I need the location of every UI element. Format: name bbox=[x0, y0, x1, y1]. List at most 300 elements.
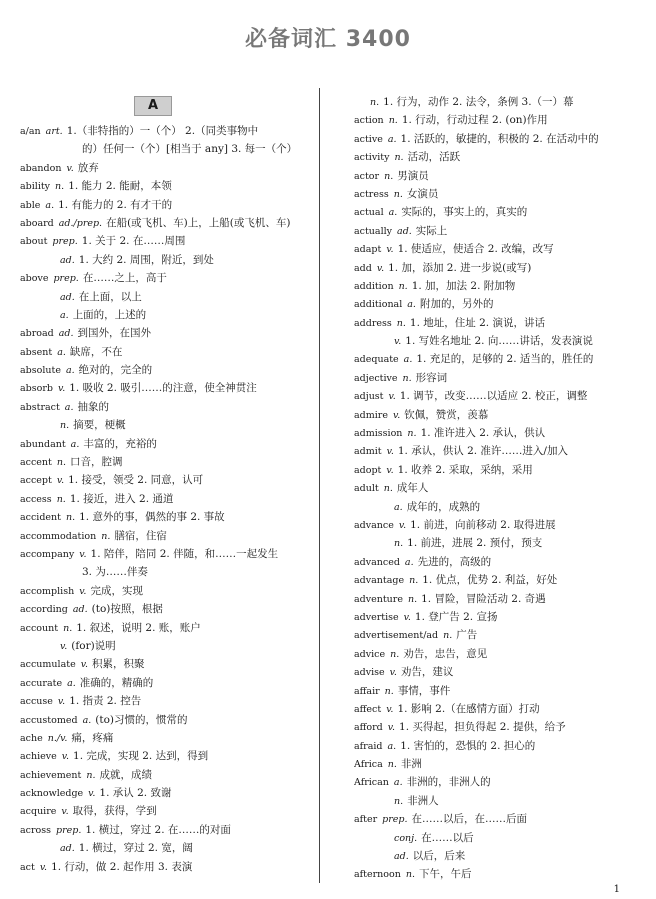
dictionary-entry-line bbox=[354, 608, 646, 626]
entry-headword: absorb bbox=[20, 383, 53, 395]
dictionary-entry-line bbox=[20, 122, 312, 140]
entry-definition: 绝对的，完全的 bbox=[78, 364, 153, 377]
entry-definition: 在……以后，在……后面 bbox=[411, 813, 528, 826]
entry-part-of-speech: v. bbox=[392, 409, 401, 421]
entry-headword: admire bbox=[354, 409, 388, 421]
dictionary-entry-line bbox=[20, 416, 312, 434]
entry-part-of-speech: ad. bbox=[397, 225, 412, 237]
entry-definition: 活动，活跃 bbox=[407, 151, 461, 164]
entry-definition: 1. 横过，穿过 2. 在……的对面 bbox=[85, 823, 231, 836]
entry-headword: affair bbox=[354, 685, 380, 697]
entry-part-of-speech: a. bbox=[60, 309, 69, 321]
entry-headword: accent bbox=[20, 457, 52, 469]
dictionary-entry-line bbox=[354, 700, 646, 718]
entry-part-of-speech: ad. bbox=[394, 851, 409, 863]
entry-headword: actor bbox=[354, 170, 380, 182]
dictionary-entry-line bbox=[354, 203, 646, 221]
entry-definition: 3. 为……伴奏 bbox=[82, 566, 148, 579]
entry-part-of-speech: n. bbox=[101, 530, 111, 542]
entry-definition: 1. 使适应，使适合 2. 改编，改写 bbox=[397, 243, 554, 256]
entry-headword: advantage bbox=[354, 575, 405, 587]
entry-headword: accept bbox=[20, 475, 52, 487]
entry-headword: acknowledge bbox=[20, 788, 84, 800]
entry-part-of-speech: n. bbox=[63, 622, 73, 634]
entry-headword: about bbox=[20, 236, 48, 248]
entry-definition: 1. 叙述，说明 2. 账，账户 bbox=[76, 621, 201, 634]
entry-headword: African bbox=[354, 777, 389, 789]
entry-headword: account bbox=[20, 622, 59, 634]
entry-definition: 1. 陪伴，陪同 2. 伴随，和……一起发生 bbox=[90, 547, 279, 560]
entry-headword: accustomed bbox=[20, 714, 78, 726]
entry-part-of-speech: v. bbox=[389, 667, 397, 679]
entry-definition: 1. 指责 2. 控告 bbox=[69, 695, 142, 708]
dictionary-entry-line bbox=[20, 508, 312, 526]
entry-part-of-speech: n. bbox=[407, 593, 418, 605]
entry-definition: 实际的，事实上的，真实的 bbox=[401, 206, 528, 219]
entry-headword: absolute bbox=[20, 365, 61, 377]
dictionary-entry-line bbox=[354, 590, 646, 608]
dictionary-entry-line bbox=[354, 645, 646, 663]
entry-definition: 1. 买得起，担负得起 2. 提供，给予 bbox=[399, 721, 566, 734]
dictionary-entry-line bbox=[354, 773, 646, 791]
entry-headword: afternoon bbox=[354, 869, 401, 881]
dictionary-entry-line bbox=[20, 379, 312, 397]
entry-part-of-speech: a. bbox=[57, 346, 66, 358]
entry-part-of-speech: n. bbox=[383, 483, 393, 495]
entry-definition: 1. 接受，领受 2. 同意，认可 bbox=[68, 474, 204, 487]
entry-part-of-speech: v. bbox=[39, 861, 48, 873]
page-number: 1 bbox=[613, 884, 620, 895]
dictionary-entry-line bbox=[354, 755, 646, 773]
entry-definition: 1. 能力 2. 能耐，本领 bbox=[68, 180, 172, 193]
dictionary-entry-line bbox=[20, 471, 312, 489]
entry-part-of-speech: n. bbox=[384, 170, 394, 182]
entry-definition: 1. 有能力的 2. 有才干的 bbox=[58, 198, 173, 211]
entry-part-of-speech: n. bbox=[387, 759, 397, 771]
dictionary-entry-line bbox=[20, 398, 312, 416]
dictionary-entry-line bbox=[20, 361, 312, 379]
dictionary-entry-line bbox=[20, 232, 312, 250]
dictionary-entry-line bbox=[354, 369, 646, 387]
dictionary-entry-line bbox=[354, 737, 646, 755]
entry-headword: adjust bbox=[354, 391, 384, 403]
entry-definition: 1. 前进，进展 2. 预付，预支 bbox=[407, 537, 543, 550]
entry-headword: affect bbox=[354, 703, 382, 715]
entry-definition: 事情，事件 bbox=[397, 684, 451, 697]
dictionary-entry-line bbox=[20, 784, 312, 802]
dictionary-entry-line bbox=[354, 295, 646, 313]
entry-part-of-speech: a. bbox=[387, 133, 397, 145]
entry-definition: 的）任何一（个）[相当于 any] 3. 每一（个） bbox=[82, 143, 298, 156]
entry-part-of-speech: n. bbox=[390, 648, 400, 660]
entry-part-of-speech: v. bbox=[66, 162, 74, 174]
entry-headword: abroad bbox=[20, 328, 54, 340]
entry-part-of-speech: n. bbox=[394, 538, 404, 550]
dictionary-entry-line bbox=[20, 655, 312, 673]
entry-headword: address bbox=[354, 317, 392, 329]
dictionary-entry-line bbox=[354, 387, 646, 405]
entry-part-of-speech: n. bbox=[405, 869, 415, 881]
entry-definition: 非洲 bbox=[400, 758, 422, 771]
entry-headword: accident bbox=[20, 512, 61, 524]
entry-part-of-speech: a. bbox=[45, 199, 55, 211]
dictionary-entry-line bbox=[354, 259, 646, 277]
dictionary-entry-line bbox=[20, 306, 312, 324]
dictionary-entry-line bbox=[354, 865, 646, 883]
entry-headword: actually bbox=[354, 225, 393, 237]
entry-definition: 1. 准许进入 2. 承认，供认 bbox=[420, 427, 546, 440]
entry-part-of-speech: v. bbox=[56, 475, 65, 487]
entry-definition: 1. 充足的，足够的 2. 适当的，胜任的 bbox=[416, 353, 594, 366]
entry-headword: admission bbox=[354, 428, 403, 440]
entry-headword: adjective bbox=[354, 372, 398, 384]
entry-part-of-speech: n. bbox=[402, 372, 412, 384]
entry-definition: 成就，成绩 bbox=[99, 768, 152, 781]
entry-headword: achieve bbox=[20, 751, 57, 763]
entry-headword: acquire bbox=[20, 806, 57, 818]
dictionary-entry-line bbox=[354, 93, 646, 111]
entry-part-of-speech: v. bbox=[79, 548, 87, 560]
entry-part-of-speech: v. bbox=[57, 696, 66, 708]
entry-headword: action bbox=[354, 115, 384, 127]
entry-part-of-speech: art. bbox=[45, 126, 63, 137]
dictionary-entry-line bbox=[354, 461, 646, 479]
entry-headword: adapt bbox=[354, 244, 382, 256]
entry-part-of-speech: v. bbox=[386, 464, 394, 476]
entry-definition: 1. 大约 2. 周围，附近，到处 bbox=[78, 253, 214, 266]
entry-headword: abstract bbox=[20, 401, 60, 413]
dictionary-entry-line bbox=[354, 682, 646, 700]
dictionary-entry-line bbox=[20, 839, 312, 857]
entry-part-of-speech: a. bbox=[407, 299, 416, 311]
entry-headword: advance bbox=[354, 519, 394, 531]
dictionary-entry-line bbox=[20, 802, 312, 820]
dictionary-entry-line bbox=[20, 858, 312, 876]
entry-part-of-speech: n. bbox=[443, 630, 453, 642]
entry-part-of-speech: a. bbox=[403, 354, 413, 366]
entry-definition: 1. 吸收 2. 吸引……的注意，使全神贯注 bbox=[69, 382, 257, 395]
left-column bbox=[20, 96, 312, 876]
entry-part-of-speech: n./v. bbox=[47, 732, 68, 744]
entry-part-of-speech: a. bbox=[394, 501, 403, 513]
dictionary-entry-line bbox=[20, 563, 312, 581]
entry-part-of-speech: n. bbox=[60, 420, 70, 432]
entry-definition: 劝告，忠告，意见 bbox=[403, 647, 488, 660]
entry-part-of-speech: a. bbox=[404, 556, 414, 568]
entry-definition: 1. 承认，供认 2. 准许……进入/加入 bbox=[397, 445, 568, 458]
dictionary-entry-line bbox=[20, 674, 312, 692]
dictionary-entry-line bbox=[354, 810, 646, 828]
entry-headword: accommodation bbox=[20, 530, 97, 542]
entry-definition: 口音，腔调 bbox=[70, 456, 123, 469]
entry-headword: accumulate bbox=[20, 659, 76, 671]
dictionary-entry-line bbox=[354, 314, 646, 332]
entry-part-of-speech: v. bbox=[88, 788, 96, 800]
entry-part-of-speech: a. bbox=[387, 740, 397, 752]
entry-definition: 1. 优点，优势 2. 利益，好处 bbox=[422, 574, 558, 587]
dictionary-entry-line bbox=[20, 159, 312, 177]
entry-part-of-speech: ad. bbox=[60, 843, 75, 855]
entry-definition: 到国外，在国外 bbox=[77, 327, 152, 340]
entry-headword: above bbox=[20, 273, 49, 285]
entry-definition: 1. 调节，改变……以适应 2. 校正，调整 bbox=[399, 390, 588, 403]
entry-part-of-speech: v. bbox=[388, 391, 396, 403]
entry-definition: 1. 前进，向前移动 2. 取得进展 bbox=[410, 518, 556, 531]
dictionary-entry-line bbox=[354, 185, 646, 203]
entry-definition: 摘要，梗概 bbox=[73, 419, 126, 432]
entry-headword: accurate bbox=[20, 677, 63, 689]
entry-definition: 1. 收养 2. 采取，采纳，采用 bbox=[397, 463, 533, 476]
entry-part-of-speech: ad. bbox=[58, 328, 74, 340]
entry-headword: activity bbox=[354, 152, 390, 164]
entry-definition: 实际上 bbox=[415, 224, 448, 237]
entry-definition: 膳宿，住宿 bbox=[114, 529, 167, 542]
dictionary-entry-line bbox=[20, 582, 312, 600]
entry-headword: advanced bbox=[354, 556, 400, 568]
entry-headword: accuse bbox=[20, 696, 53, 708]
entry-part-of-speech: ad./prep. bbox=[58, 217, 103, 229]
entry-definition: 1. 接近，进入 2. 通道 bbox=[69, 492, 174, 505]
entry-definition: 广告 bbox=[456, 629, 478, 642]
entry-definition: 1. 横过，穿过 2. 宽，阔 bbox=[78, 842, 193, 855]
entry-part-of-speech: a. bbox=[388, 207, 398, 219]
entry-headword: achievement bbox=[20, 769, 82, 781]
entry-headword: Africa bbox=[354, 759, 383, 771]
entry-headword: additional bbox=[354, 299, 403, 311]
entry-definition: (for)说明 bbox=[71, 639, 116, 652]
dictionary-entry-line bbox=[354, 167, 646, 185]
dictionary-entry-line bbox=[20, 140, 312, 158]
entry-headword: advise bbox=[354, 667, 385, 679]
entry-headword: accomplish bbox=[20, 585, 75, 597]
dictionary-entry-line bbox=[354, 553, 646, 571]
entry-definition: 男演员 bbox=[397, 169, 429, 182]
entry-part-of-speech: ad. bbox=[60, 254, 75, 266]
entry-headword: adventure bbox=[354, 593, 403, 605]
entry-definition: (to)按照，根据 bbox=[91, 603, 163, 616]
entry-definition: 取得，获得，学到 bbox=[72, 805, 157, 818]
entry-headword: actress bbox=[354, 188, 389, 200]
entry-headword: according bbox=[20, 604, 68, 616]
entry-headword: ability bbox=[20, 181, 51, 193]
dictionary-entry-line bbox=[20, 288, 312, 306]
entry-definition: (to)习惯的，惯常的 bbox=[95, 713, 188, 726]
entry-definition: 下午，午后 bbox=[418, 868, 472, 881]
entry-definition: 1. 加，加法 2. 附加物 bbox=[411, 279, 516, 292]
entry-part-of-speech: n. bbox=[398, 280, 408, 292]
dictionary-entry-line bbox=[20, 490, 312, 508]
dictionary-entry-line bbox=[354, 111, 646, 129]
entry-part-of-speech: v. bbox=[57, 383, 66, 395]
entry-part-of-speech: a. bbox=[393, 777, 403, 789]
entry-definition: 在……以后 bbox=[421, 831, 474, 844]
entry-definition: 1. 写姓名地址 2. 向……讲话，发表演说 bbox=[405, 335, 593, 348]
entry-part-of-speech: n. bbox=[393, 188, 403, 200]
entry-part-of-speech: n. bbox=[394, 152, 404, 164]
entry-part-of-speech: n. bbox=[65, 512, 76, 524]
entry-definition: 1. 冒险，冒险活动 2. 奇遇 bbox=[421, 592, 546, 605]
dictionary-entry-line bbox=[20, 527, 312, 545]
entry-part-of-speech: n. bbox=[409, 575, 419, 587]
dictionary-entry-line bbox=[20, 766, 312, 784]
entry-part-of-speech: prep. bbox=[382, 814, 408, 826]
dictionary-entry-line bbox=[354, 626, 646, 644]
entry-part-of-speech: a. bbox=[64, 401, 74, 413]
entry-headword: access bbox=[20, 493, 52, 505]
entry-headword: afraid bbox=[354, 740, 383, 752]
entry-definition: 1. 意外的事，偶然的事 2. 事故 bbox=[79, 511, 225, 524]
entry-definition: 1. 加，添加 2. 进一步说(或写) bbox=[388, 261, 532, 274]
dictionary-entry-line bbox=[20, 343, 312, 361]
entry-part-of-speech: v. bbox=[394, 336, 402, 348]
entry-definition: 积累，积聚 bbox=[91, 658, 145, 671]
section-letter-badge: A bbox=[134, 96, 172, 116]
dictionary-entry-line bbox=[354, 350, 646, 368]
entry-part-of-speech: conj. bbox=[394, 832, 418, 844]
dictionary-entry-line bbox=[20, 600, 312, 618]
entry-part-of-speech: a. bbox=[70, 438, 80, 450]
entry-definition: 丰富的，充裕的 bbox=[83, 437, 157, 450]
dictionary-entry-line bbox=[354, 148, 646, 166]
dictionary-entry-line bbox=[20, 453, 312, 471]
entry-part-of-speech: v. bbox=[398, 519, 407, 531]
entry-part-of-speech: n. bbox=[388, 115, 398, 127]
entry-headword: actual bbox=[354, 207, 384, 219]
entry-part-of-speech: a. bbox=[82, 714, 92, 726]
dictionary-entry-line bbox=[354, 424, 646, 442]
right-entry-list bbox=[354, 93, 646, 884]
entry-definition: 缺席，不在 bbox=[69, 345, 123, 358]
entry-definition: 成年的，成熟的 bbox=[406, 500, 481, 513]
dictionary-entry-line bbox=[354, 240, 646, 258]
dictionary-entry-line bbox=[354, 829, 646, 847]
entry-headword: across bbox=[20, 824, 51, 836]
entry-headword: addition bbox=[354, 280, 394, 292]
dictionary-entry-line bbox=[20, 692, 312, 710]
page-title: 必备词汇 3400 bbox=[245, 27, 411, 52]
entry-part-of-speech: n. bbox=[55, 181, 65, 193]
entry-headword: accompany bbox=[20, 548, 75, 560]
entry-headword: abandon bbox=[20, 162, 62, 174]
entry-part-of-speech: v. bbox=[386, 703, 394, 715]
entry-definition: 1. 害怕的，恐惧的 2. 担心的 bbox=[400, 739, 536, 752]
right-column bbox=[354, 93, 646, 884]
dictionary-entry-line bbox=[20, 619, 312, 637]
entry-part-of-speech: n. bbox=[86, 769, 96, 781]
entry-part-of-speech: v. bbox=[386, 244, 394, 256]
entry-part-of-speech: n. bbox=[394, 795, 404, 807]
entry-part-of-speech: v. bbox=[79, 585, 87, 597]
entry-part-of-speech: v. bbox=[387, 722, 396, 734]
entry-part-of-speech: ad. bbox=[72, 604, 88, 616]
entry-headword: add bbox=[354, 262, 372, 274]
dictionary-entry-line bbox=[354, 442, 646, 460]
dictionary-entry-line bbox=[20, 196, 312, 214]
dictionary-entry-line bbox=[20, 324, 312, 342]
entry-definition: 抽象的 bbox=[77, 400, 109, 413]
entry-headword: aboard bbox=[20, 217, 54, 229]
entry-definition: 准确的，精确的 bbox=[79, 676, 154, 689]
dictionary-entry-line bbox=[20, 177, 312, 195]
dictionary-entry-line bbox=[20, 214, 312, 232]
entry-definition: 1. 行动，做 2. 起作用 3. 表演 bbox=[51, 860, 193, 873]
entry-part-of-speech: v. bbox=[61, 806, 69, 818]
dictionary-entry-line bbox=[20, 545, 312, 563]
entry-headword: adult bbox=[354, 483, 379, 495]
dictionary-entry-line bbox=[354, 792, 646, 810]
entry-definition: 钦佩，赞赏，羡慕 bbox=[404, 408, 489, 421]
dictionary-entry-line bbox=[354, 847, 646, 865]
left-entry-list bbox=[20, 122, 312, 876]
column-divider bbox=[319, 88, 320, 883]
entry-definition: 1. 行为，动作 2. 法令，条例 3.（一）幕 bbox=[383, 96, 574, 108]
entry-headword: absent bbox=[20, 346, 53, 358]
entry-definition: 非洲人 bbox=[407, 794, 439, 807]
entry-definition: 完成，实现 bbox=[90, 584, 143, 597]
entry-part-of-speech: n. bbox=[396, 317, 406, 329]
entry-definition: 1. 登广告 2. 宣扬 bbox=[414, 610, 498, 623]
entry-part-of-speech: v. bbox=[80, 659, 88, 671]
dictionary-entry-line bbox=[354, 222, 646, 240]
dictionary-entry-line bbox=[20, 821, 312, 839]
entry-headword: a/an bbox=[20, 126, 41, 137]
entry-headword: abundant bbox=[20, 438, 66, 450]
dictionary-entry-line bbox=[354, 406, 646, 424]
entry-part-of-speech: n. bbox=[56, 457, 67, 469]
entry-headword: active bbox=[354, 133, 383, 145]
entry-headword: adopt bbox=[354, 464, 382, 476]
entry-headword: advertisement/ad bbox=[354, 630, 439, 642]
entry-headword: advertise bbox=[354, 611, 399, 623]
dictionary-entry-line bbox=[354, 277, 646, 295]
entry-definition: 1. 影响 2.（在感情方面）打动 bbox=[397, 702, 540, 715]
entry-definition: 1. 活跃的，敏捷的，积极的 2. 在活动中的 bbox=[400, 132, 599, 145]
dictionary-entry-line bbox=[20, 435, 312, 453]
entry-part-of-speech: prep. bbox=[53, 273, 79, 285]
entry-part-of-speech: v. bbox=[376, 262, 385, 274]
entry-part-of-speech: ad. bbox=[60, 291, 75, 303]
entry-part-of-speech: n. bbox=[384, 685, 394, 697]
entry-definition: 上面的，上述的 bbox=[72, 308, 147, 321]
dictionary-entry-line bbox=[20, 251, 312, 269]
entry-part-of-speech: n. bbox=[370, 97, 380, 108]
entry-headword: admit bbox=[354, 446, 382, 458]
dictionary-entry-line bbox=[20, 729, 312, 747]
entry-part-of-speech: n. bbox=[56, 493, 66, 505]
dictionary-entry-line bbox=[354, 516, 646, 534]
entry-headword: after bbox=[354, 814, 378, 826]
entry-definition: 1.（非特指的）一（个） 2.（同类事物中 bbox=[66, 125, 259, 137]
entry-headword: able bbox=[20, 199, 41, 211]
entry-definition: 形容词 bbox=[415, 371, 448, 384]
entry-headword: advice bbox=[354, 648, 386, 660]
entry-part-of-speech: a. bbox=[67, 677, 76, 689]
dictionary-entry-line bbox=[354, 663, 646, 681]
entry-part-of-speech: a. bbox=[65, 365, 75, 377]
entry-definition: 成年人 bbox=[396, 482, 429, 495]
entry-definition: 以后，后来 bbox=[412, 850, 466, 863]
entry-part-of-speech: v. bbox=[61, 751, 70, 763]
entry-definition: 劝告，建议 bbox=[400, 666, 454, 679]
entry-part-of-speech: v. bbox=[386, 446, 394, 458]
entry-headword: adequate bbox=[354, 354, 399, 366]
entry-definition: 1. 关于 2. 在……周围 bbox=[81, 235, 186, 248]
entry-part-of-speech: v. bbox=[60, 640, 68, 652]
dictionary-entry-line bbox=[20, 269, 312, 287]
dictionary-entry-line bbox=[354, 718, 646, 736]
entry-definition: 放弃 bbox=[77, 161, 99, 174]
entry-part-of-speech: n. bbox=[407, 428, 417, 440]
